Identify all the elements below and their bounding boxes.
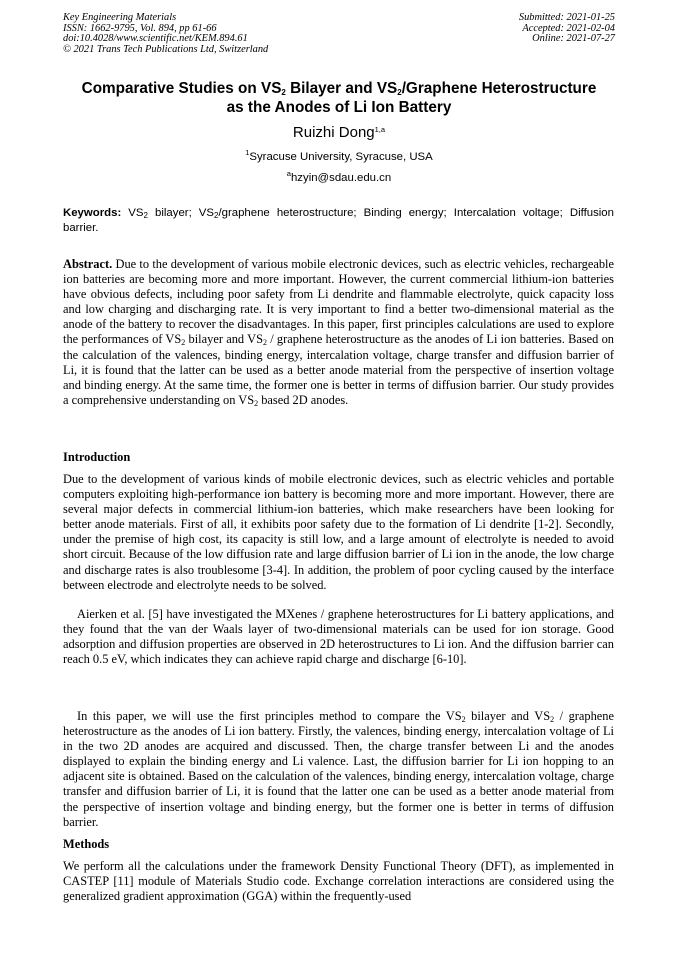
author-email: $^a$hzyin@sdau.edu.cn [286, 169, 392, 184]
introduction-heading: Introduction [63, 450, 131, 464]
abstract-paragraph: Abstract. Due to the development of various mobile electronic devices, such as electric vehicles, rechargeable ion batteries are becoming more and more important. However, the current commercial lithium-ion batteries have obvious defects, including poor safety from Li dendrite and flammable electrolyte, quick capacity loss and low charging and discharging rate. It is very important to find a better two-dimensional material as the anode of the battery to recover the disadvantages. In this paper, first principles calculations are used to explore the performances of $VS_2$ bilayer and $VS_2$ / graphene heterostructure as the anodes of Li ion batteries. Based on the calculation of the valences, binding energy, intercalation voltage, charge transfer and diffusion barrier of Li, it is found that the latter can be used as a better anode material from the perspective of insertion voltage and binding energy. At the same time, the former one is better in terms of diffusion barrier. Our study provides a comprehensive understanding on $VS_2$ based 2D anodes. [63, 257, 614, 408]
keywords: Keywords: $VS_2$ bilayer; $VS_2$/graphene heterostructure; Binding energy; Intercalation voltage; Diffusion barrier. [63, 207, 614, 234]
journal-header-left [63, 13, 268, 55]
accepted-date: Accepted: 2021-02-04 [522, 22, 615, 34]
author-name: Ruizhi Dong [292, 124, 375, 141]
introduction-paragraph-2: Aierken et al. [5] have investigated the MXenes / graphene heterostructures for Li battery applications, and they found that the van der Waals layer of two-dimensional materials can be used for ion storage. Good adsorption and diffusion properties are observed in 2D heterostructures to Li ion. And the diffusion barrier can reach 0.5 eV, which indicates they can achieve rapid charge and discharge [6-10]. [63, 607, 614, 667]
online-date: Online: 2021-07-27 [532, 33, 615, 45]
journal-header-right [519, 13, 615, 45]
journal-issn: ISSN: 1662-9795, Vol. 894, pp 61-66 [63, 22, 217, 34]
submitted-date: Submitted: 2021-01-25 [518, 12, 615, 23]
methods-heading: Methods [63, 837, 110, 851]
journal-doi[interactable]: doi:10.4028/www.scientific.net/KEM.894.61 [63, 33, 248, 45]
email-link[interactable]: hzyin@sdau.edu.cn [290, 172, 392, 184]
paper-title: Comparative Studies on $VS_2$ Bilayer and $VS_2$/Graphene Heterostructure as the Anodes of Li Ion Battery [81, 80, 597, 116]
methods-paragraph-1: We perform all the calculations under the framework Density Functional Theory (DFT), as implemented in CASTEP [11] module of Materials Studio code. Exchange correlation interactions are considered using the generalized gradient approximation (GGA) within the frequently-used [63, 859, 614, 904]
affiliation: $^1$Syracuse University, Syracuse, USA [245, 148, 433, 163]
journal-name: Key Engineering Materials [63, 12, 177, 23]
keywords-label: Keywords: [63, 207, 122, 219]
introduction-paragraph-3: In this paper, we will use the first principles method to compare the $VS_2$ bilayer and $VS_2$ / graphene heterostructure as the anodes of Li ion battery. Firstly, the valences, binding energy, intercalation voltage of Li in the two 2D anodes are acquired and discussed. Then, the charge transfer between Li and the anodes displayed to explain the binding energy and Li valence. Last, the diffusion barrier for Li ion hopping to an adjacent site is obtained. Based on the calculation of the valences, binding energy, intercalation voltage, charge transfer and diffusion barrier of Li, it is found that the latter one can be used as a better anode material from the perspective of insertion voltage and binding energy, but the former one is better in terms of diffusion barrier. [63, 709, 614, 829]
abstract-label: Abstract. [63, 257, 113, 271]
author-line: Ruizhi Dong$^{1,a}$ [292, 124, 386, 141]
journal-copyright: © 2021 Trans Tech Publications Ltd, Switzerland [63, 43, 269, 55]
introduction-paragraph-1: Due to the development of various kinds of mobile electronic devices, such as electric vehicles and portable computers exploiting high-performance ion battery is becoming more and more important. However, there are several major defects in commercial lithium-ion batteries, which make researchers have been looking for better anode materials. First of all, it exhibits poor safety due to the formation of Li dendrite [1-2]. Secondly, under the premise of high cost, its capacity is still low, and a large amount of electrolyte is needed to avoid short circuit. Because of the low diffusion rate and large diffusion barrier of Li ion in the anode, the low charge and discharge rates is also troublesome [3-4]. In addition, the problem of poor cycling caused by the interface between electrode and electrolyte needs to be solved. [63, 472, 614, 592]
